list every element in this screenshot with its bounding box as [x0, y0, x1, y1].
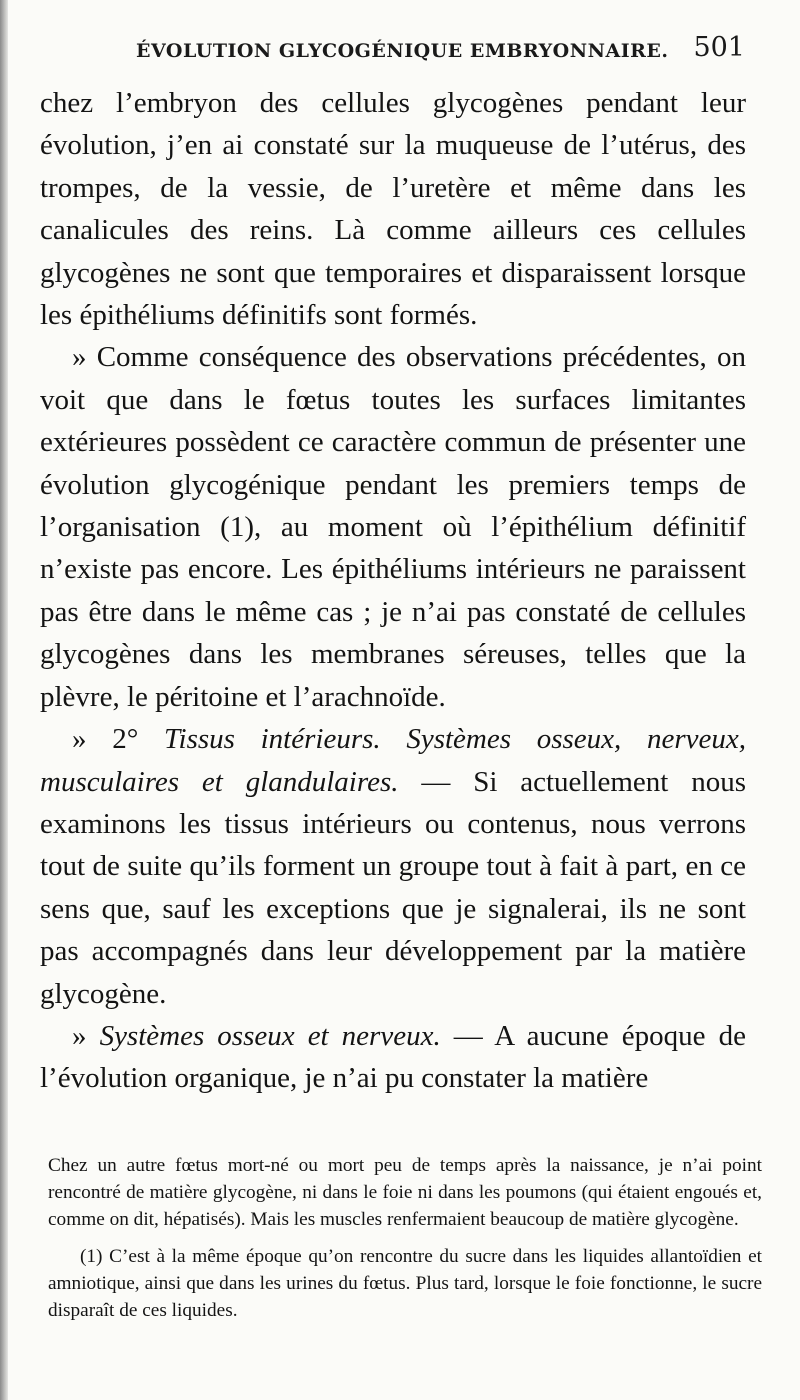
paragraph-text: » Comme conséquence des observations précédentes, on voit que dans le fœtus toutes les surfaces limitantes extérieures possèdent ce caractère commun de présenter une évolution glycogénique pendant les premiers temps de l’organisation (1), au moment où l’épithélium définitif n’existe pas encore. Les épithéliums intérieurs ne paraissent pas être dans le même cas ; je n’ai pas constaté de cellules glycogènes dans les membranes séreuses, telles que la plèvre, le péritoine et l’arachnoïde. — [40, 341, 746, 713]
page-header — [40, 32, 745, 72]
footnote-1: (1) C’est à la même époque qu’on rencontre du sucre dans les liquides allantoïdien et amniotique, ainsi que dans les urines du fœtus. Plus tard, lorsque le foie fonctionne, le sucre disparaît de ces liquides. — [48, 1246, 762, 1321]
page-gutter-shadow — [0, 0, 8, 1400]
body-text — [40, 82, 746, 1100]
paragraph-text: chez l’embryon des cellules glycogènes pendant leur évolution, j’en ai constaté sur la muqueuse de l’utérus, des trompes, de la vessie, de l’uretère et même dans les canalicules des reins. Là comme ailleurs ces cellules glycogènes ne sont que temporaires et disparaissent lorsque les épithéliums définitifs sont formés. — [40, 87, 746, 332]
paragraph-text: » 2° — [72, 723, 164, 756]
paragraph — [40, 336, 746, 718]
footnote-continuation: Chez un autre fœtus mort-né ou mort peu de temps après la naissance, je n’ai point rencontré de matière glycogène, ni dans le foie ni dans les poumons (qui étaient engoués et, comme on dit, hépatisés). Mais les muscles renfermaient beaucoup de matière glycogène. — [48, 1155, 762, 1230]
paragraph-text: » — [72, 1019, 100, 1052]
footnotes — [48, 1152, 762, 1324]
page-number: 501 — [693, 32, 745, 63]
paragraph — [40, 718, 746, 1015]
paragraph — [40, 1015, 746, 1100]
section-heading-italic: Systèmes osseux et nerveux. — [99, 1019, 441, 1052]
paragraph-text: — A aucune époque de l’évolution organique, je n’ai pu constater la matière — [40, 1019, 746, 1095]
paragraph-text: — Si actuellement nous examinons les tissus intérieurs ou contenus, nous verrons tout de suite qu’ils forment un groupe tout à fait à part, en ce sens que, sauf les exceptions que je signalerai, ils ne sont pas accompagnés dans leur développement par la matière glycogène. — [40, 765, 746, 1010]
running-title: ÉVOLUTION GLYCOGÉNIQUE EMBRYONNAIRE. — [136, 40, 669, 62]
section-heading-italic: Tissus intérieurs. Systèmes osseux, nerveux, musculaires et glandulaires. — [40, 723, 746, 798]
paragraph — [40, 82, 746, 336]
